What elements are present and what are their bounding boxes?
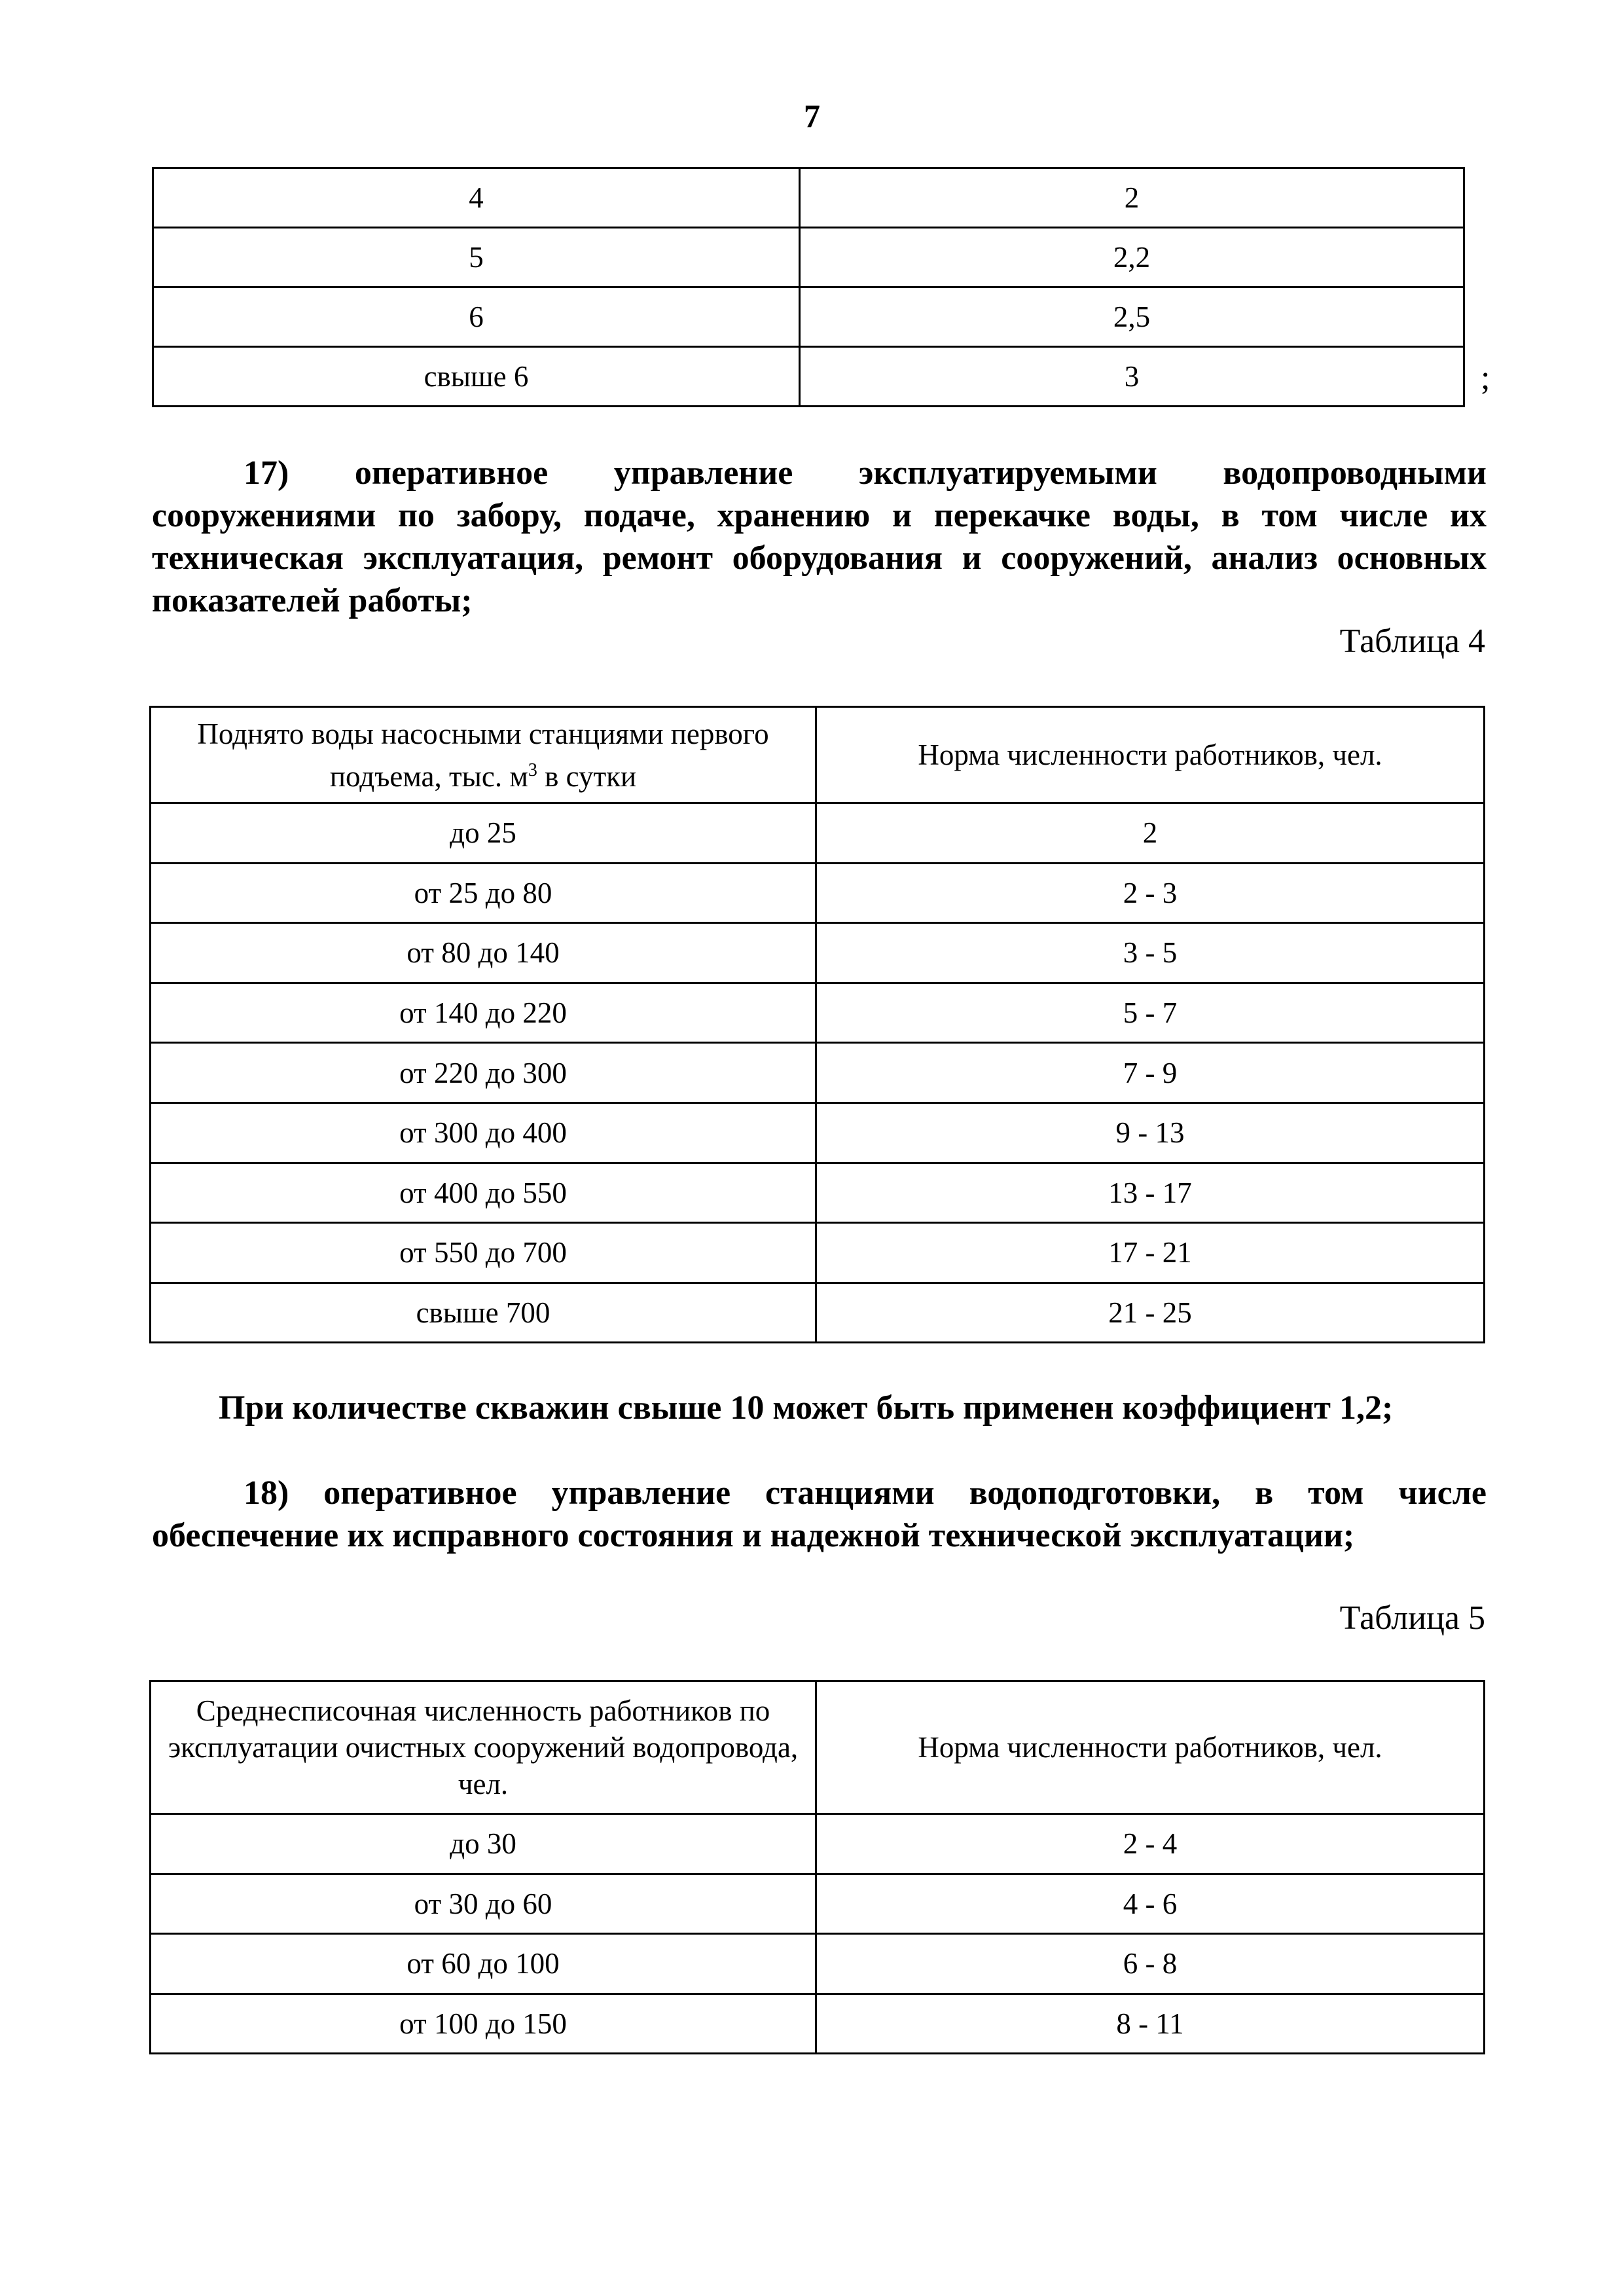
table-5-caption: Таблица 5 <box>1339 1599 1485 1637</box>
table-5-row <box>151 1934 1485 1994</box>
table-continued-cell: 5 <box>153 228 800 287</box>
table-4-row <box>151 923 1485 983</box>
table-5-cell: 4 - 6 <box>816 1874 1485 1934</box>
table-trailing-semicolon: ; <box>1481 359 1490 397</box>
item-17-paragraph: 17) оперативное управление эксплуатируемыми водопроводными сооружениями по забору, подаче, хранению и перекачке воды, в том числе их техническая эксплуатация, ремонт оборудования и сооружений, анализ основных показателей работы; <box>152 454 1487 619</box>
page-number: 7 <box>804 98 820 134</box>
table-continued-cell: 2,5 <box>800 287 1464 347</box>
table-continued-cell: свыше 6 <box>153 347 800 407</box>
table-4-cell: 3 - 5 <box>816 923 1485 983</box>
table-5 <box>149 1680 1485 2054</box>
table-4-cell: 2 <box>816 803 1485 864</box>
table-4-cell: 7 - 9 <box>816 1043 1485 1103</box>
table-continued-cell: 2,2 <box>800 228 1464 287</box>
table-4-caption: Таблица 4 <box>1339 623 1485 660</box>
table-continued-row <box>153 347 1464 407</box>
table-continued-cell: 4 <box>153 168 800 228</box>
table-4-cell: от 550 до 700 <box>151 1223 816 1283</box>
table-4-row <box>151 1223 1485 1283</box>
table-4-cell: до 25 <box>151 803 816 864</box>
table-4-row <box>151 1102 1485 1163</box>
table-4-cell: от 400 до 550 <box>151 1163 816 1223</box>
table-4-row <box>151 1283 1485 1343</box>
table-5-row <box>151 1814 1485 1874</box>
table-4-row <box>151 1163 1485 1223</box>
table-continued-row <box>153 287 1464 347</box>
table-continued-row <box>153 228 1464 287</box>
table-continued-cell: 3 <box>800 347 1464 407</box>
table-5-cell: 2 - 4 <box>816 1814 1485 1874</box>
table-5-cell: от 30 до 60 <box>151 1874 816 1934</box>
table-continued <box>152 167 1465 407</box>
table-5-cell: от 100 до 150 <box>151 1994 816 2054</box>
table-5-cell: 6 - 8 <box>816 1934 1485 1994</box>
table-4-cell: 2 - 3 <box>816 863 1485 923</box>
table-5-cell: 8 - 11 <box>816 1994 1485 2054</box>
table-4-cell: 9 - 13 <box>816 1102 1485 1163</box>
table-4-cell: от 220 до 300 <box>151 1043 816 1103</box>
table-continued-cell: 6 <box>153 287 800 347</box>
table-4-cell: 21 - 25 <box>816 1283 1485 1343</box>
well-count-note: При количестве скважин свыше 10 может быть применен коэффициент 1,2; <box>219 1389 1394 1427</box>
table-5-cell: до 30 <box>151 1814 816 1874</box>
table-4-header-norm: Норма численности работников, чел. <box>816 707 1485 803</box>
table-5-row <box>151 1994 1485 2054</box>
table-4-cell: свыше 700 <box>151 1283 816 1343</box>
table-4-cell: 17 - 21 <box>816 1223 1485 1283</box>
table-4-row <box>151 983 1485 1043</box>
table-5-cell: от 60 до 100 <box>151 1934 816 1994</box>
table-4-cell: 5 - 7 <box>816 983 1485 1043</box>
table-4 <box>149 706 1485 1343</box>
table-4-cell: от 25 до 80 <box>151 863 816 923</box>
table-4-row <box>151 803 1485 864</box>
table-continued-cell: 2 <box>800 168 1464 228</box>
table-4-cell: от 300 до 400 <box>151 1102 816 1163</box>
table-4-cell: 13 - 17 <box>816 1163 1485 1223</box>
table-5-header-staff: Среднесписочная численность работников по эксплуатации очистных сооружений водопровода, чел. <box>151 1681 816 1814</box>
table-4-row <box>151 1043 1485 1103</box>
table-4-cell: от 80 до 140 <box>151 923 816 983</box>
table-4-row <box>151 863 1485 923</box>
table-5-header-norm: Норма численности работников, чел. <box>816 1681 1485 1814</box>
table-4-cell: от 140 до 220 <box>151 983 816 1043</box>
item-18-paragraph: 18) оперативное управление станциями водоподготовки, в том числе обеспечение их исправного состояния и надежной технической эксплуатации; <box>152 1474 1487 1554</box>
table-4-header-volume: Поднято воды насосными станциями первого подъема, тыс. $м^3$ в сутки <box>151 707 816 803</box>
table-continued-row <box>153 168 1464 228</box>
table-5-row <box>151 1874 1485 1934</box>
